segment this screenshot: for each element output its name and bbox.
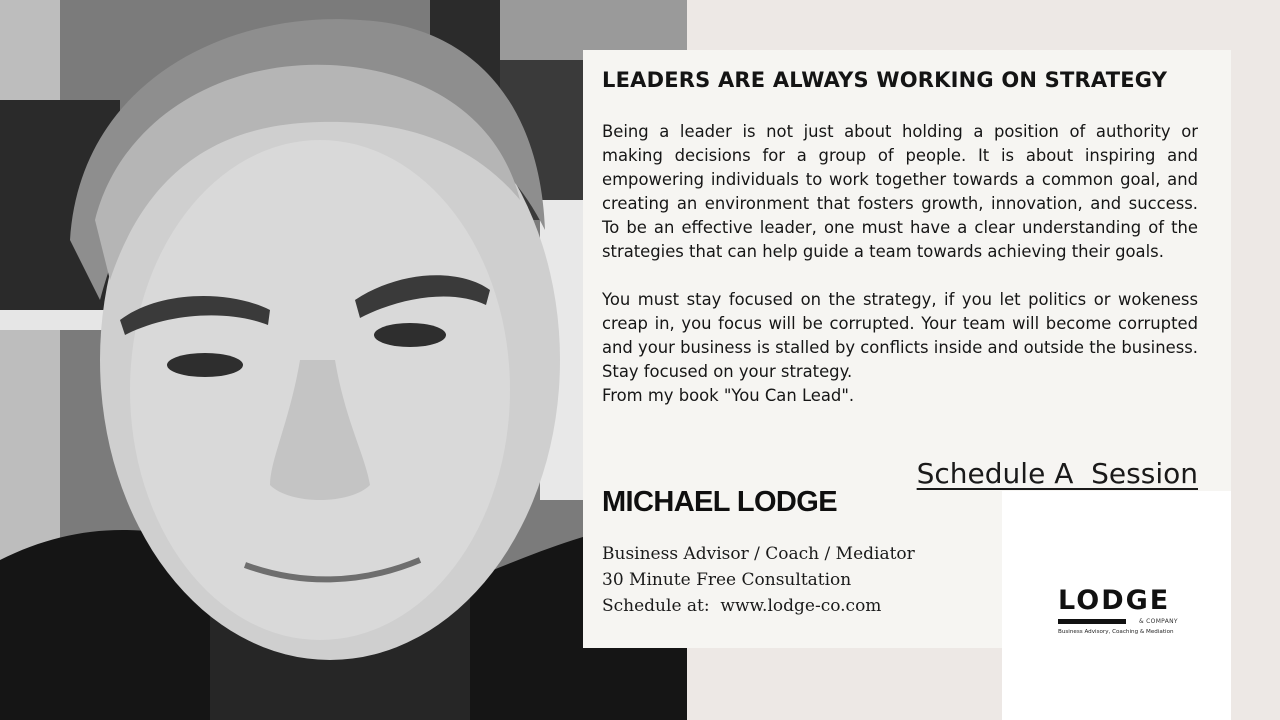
paragraph-2: You must stay focused on the strategy, if you let politics or wokeness creap in, you focus will be corrupted. Your team will become corrupted and your business is stalled by conflicts inside and outside the business. Stay focused on your strategy. <box>602 290 1198 381</box>
contact-details <box>602 541 915 619</box>
logo-sub: & COMPANY <box>1139 617 1178 625</box>
logo-rule <box>1058 617 1188 625</box>
schedule-session-link[interactable]: Schedule A Session <box>916 457 1198 490</box>
logo-wordmark: LODGE <box>1058 585 1171 616</box>
body-text <box>602 120 1198 408</box>
paragraph-1: Being a leader is not just about holding a position of authority or making decisions for a group of people. It is about inspiring and empowering individuals to work together towards a common goal, and creating an environment that fosters growth, innovation, and success. To be an effective leader, one must have a clear understanding of the strategies that can help guide a team towards achieving their goals. <box>602 122 1198 261</box>
person-name: MICHAEL LODGE <box>602 486 837 518</box>
person-title: Business Advisor / Coach / Mediator <box>602 544 915 564</box>
book-quote-line: From my book "You Can Lead". <box>602 386 855 405</box>
logo-tagline: Business Advisory, Coaching & Mediation <box>1058 629 1174 635</box>
consultation-offer: 30 Minute Free Consultation <box>602 570 852 590</box>
company-logo <box>1058 587 1188 635</box>
logo-bar <box>1058 619 1126 624</box>
headline: LEADERS ARE ALWAYS WORKING ON STRATEGY <box>602 68 1168 92</box>
schedule-website: Schedule at: www.lodge-co.com <box>602 596 882 616</box>
logo-box <box>1002 491 1231 720</box>
